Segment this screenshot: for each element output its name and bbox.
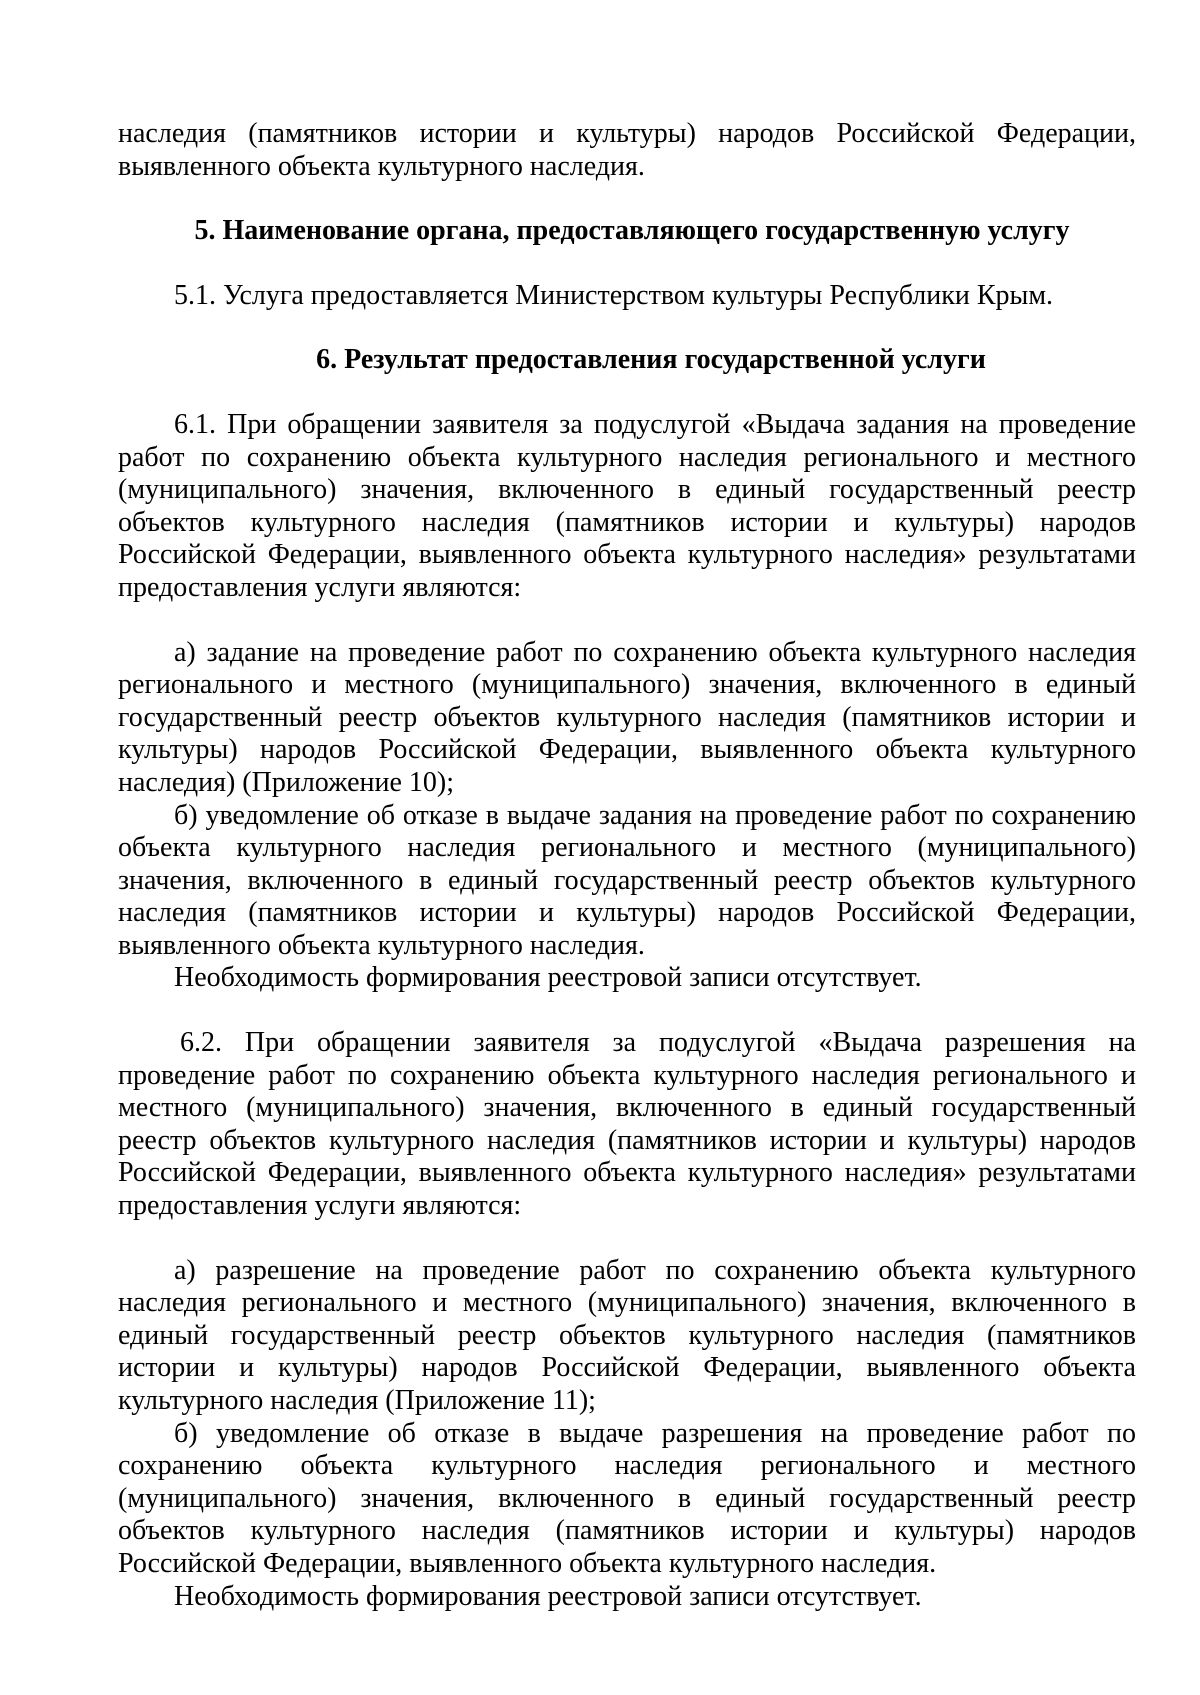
section-5-heading: 5. Наименование органа, предоставляющего государственную услугу [194,215,1070,247]
paragraph-6-2-b: б) уведомление об отказе в выдаче разрешения на проведение работ по сохранению объекта культурного наследия регионального и местного (муниципального) значения, включенного в единый государственный реестр объектов культурного наследия (памятников истории и культуры) народов Российской Федерации, выявленного объекта культурного наследия. [118,1417,1136,1579]
paragraph-6-2-intro: 6.2. При обращении заявителя за подуслугой «Выдача разрешения на проведение работ по сохранению объекта культурного наследия регионального и местного (муниципального) значения, включенного в единый государственный реестр объектов культурного наследия (памятников истории и культуры) народов Российской Федерации, выявленного объекта культурного наследия» результатами предоставления услуги являются: [118,1027,1136,1222]
document-page [118,118,1136,1613]
paragraph-6-1-intro: 6.1. При обращении заявителя за подуслугой «Выдача задания на проведение работ по сохранению объекта культурного наследия регионального и местного (муниципального) значения, включенного в единый государственный реестр объектов культурного наследия (памятников истории и культуры) народов Российской Федерации, выявленного объекта культурного наследия» результатами предоставления услуги являются: [118,408,1136,603]
paragraph-6-1-note: Необходимость формирования реестровой записи отсутствует. [174,962,922,994]
paragraph-6-1-a: а) задание на проведение работ по сохранению объекта культурного наследия регионального и местного (муниципального) значения, включенного в единый государственный реестр объектов культурного наследия (памятников истории и культуры) народов Российской Федерации, выявленного объекта культурного наследия) (Приложение 10); [118,636,1136,798]
paragraph-6-1-b: б) уведомление об отказе в выдаче задания на проведение работ по сохранению объекта культурного наследия регионального и местного (муниципального) значения, включенного в единый государственный реестр объектов культурного наследия (памятников истории и культуры) народов Российской Федерации, выявленного объекта культурного наследия. [118,799,1136,961]
paragraph-6-2-note: Необходимость формирования реестровой записи отсутствует. [174,1580,922,1612]
paragraph-5-1: 5.1. Услуга предоставляется Министерством культуры Республики Крым. [174,279,1054,311]
intro-continuation: наследия (памятников истории и культуры) народов Российской Федерации, выявленного объекта культурного наследия. [118,118,1136,182]
section-6-heading: 6. Результат предоставления государственной услуги [316,344,986,376]
paragraph-6-2-a: а) разрешение на проведение работ по сохранению объекта культурного наследия регионального и местного (муниципального) значения, включенного в единый государственный реестр объектов культурного наследия (памятников истории и культуры) народов Российской Федерации, выявленного объекта культурного наследия (Приложение 11); [118,1254,1136,1416]
